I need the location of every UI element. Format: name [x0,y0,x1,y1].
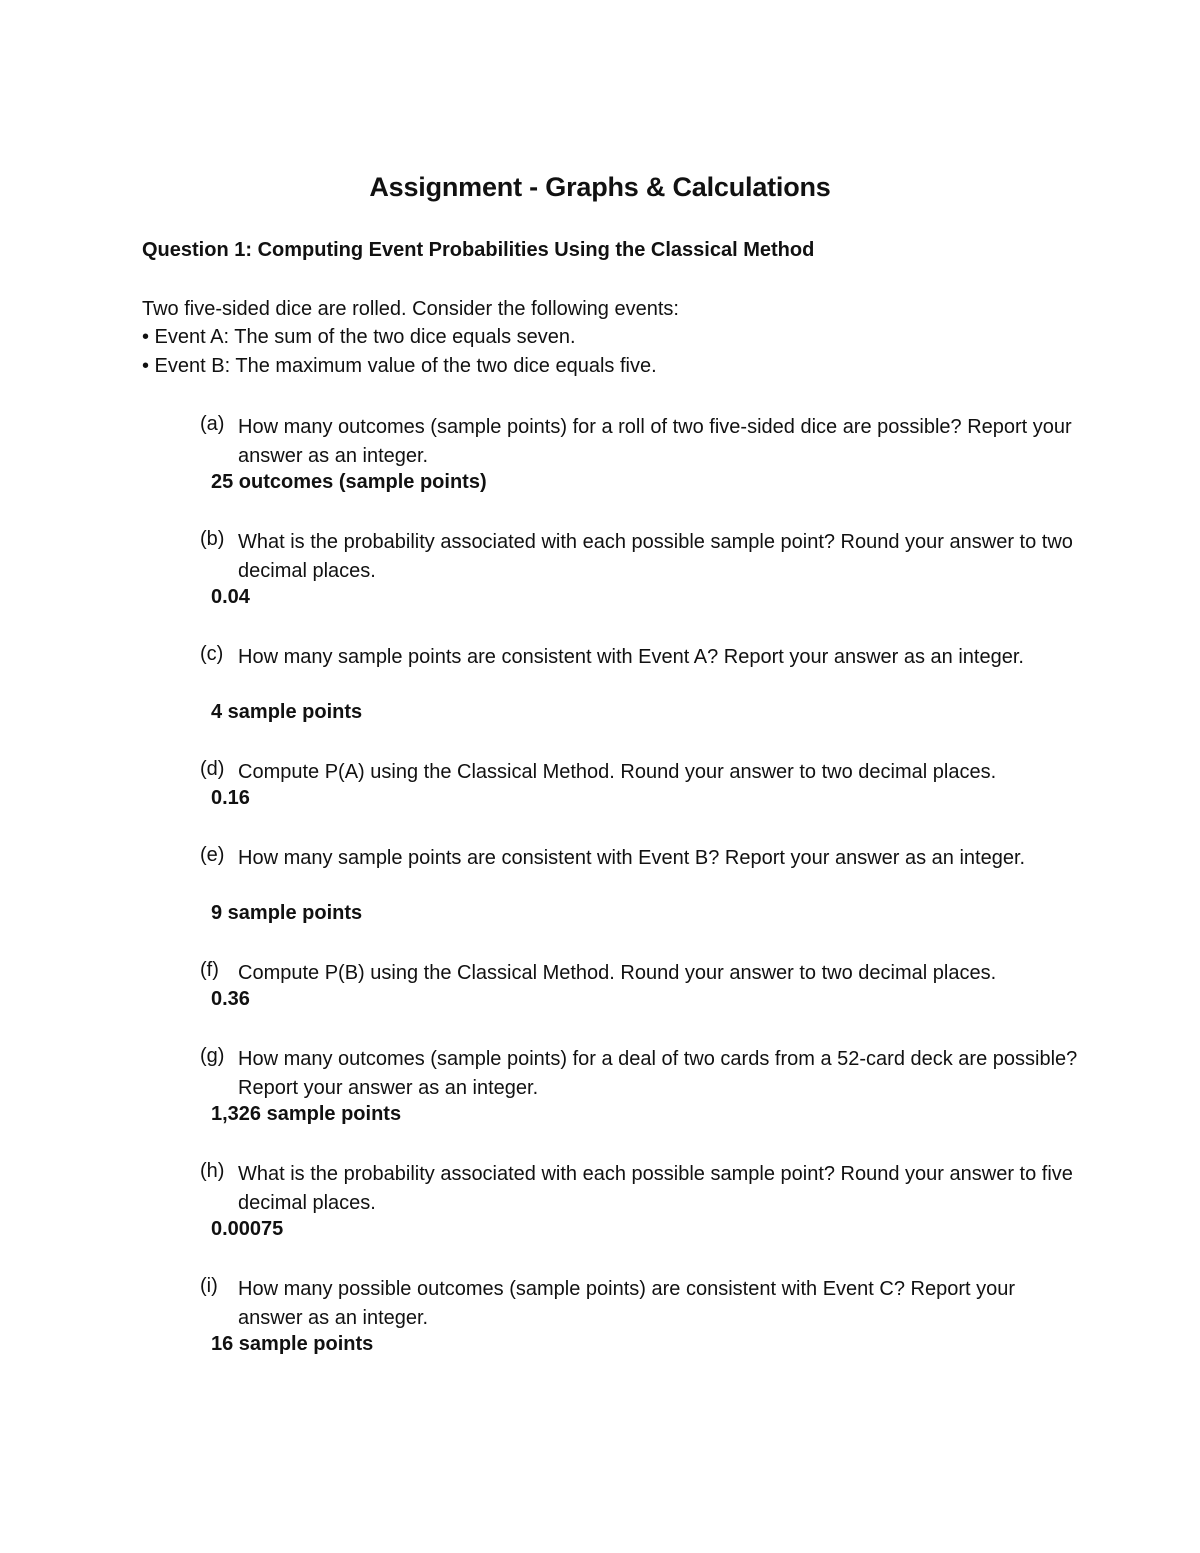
intro-line: Two five-sided dice are rolled. Consider the following events: [142,298,679,320]
event-b-description: • Event B: The maximum value of the two dice equals five. [142,355,657,377]
part-letter: (b) [200,528,225,550]
part-question: Compute P(B) using the Classical Method. Round your answer to two decimal places. [238,962,997,984]
part-answer: 0.04 [211,586,250,608]
part-question: How many outcomes (sample points) for a deal of two cards from a 52-card deck are possible? Report your answer as an integer. [238,1048,1078,1099]
part-letter: (f) [200,959,219,981]
part-question: Compute P(A) using the Classical Method. Round your answer to two decimal places. [238,761,997,783]
part-letter: (i) [200,1275,218,1297]
part-answer: 4 sample points [211,701,363,723]
part-answer: 0.00075 [211,1218,284,1240]
part-question: What is the probability associated with each possible sample point? Round your answer to five decimal places. [238,1163,1073,1214]
part-question: How many outcomes (sample points) for a roll of two five-sided dice are possible? Report your answer as an integer. [238,416,1072,467]
page-title: Assignment - Graphs & Calculations [369,172,831,202]
part-answer: 16 sample points [211,1333,374,1355]
part-question: What is the probability associated with each possible sample point? Round your answer to two decimal places. [238,531,1073,582]
part-answer: 25 outcomes (sample points) [211,471,487,493]
part-question: How many sample points are consistent with Event B? Report your answer as an integer. [238,847,1026,869]
part-answer: 9 sample points [211,902,363,924]
part-letter: (h) [200,1160,225,1182]
part-answer: 0.16 [211,787,250,809]
part-letter: (c) [200,643,224,665]
part-question: How many sample points are consistent with Event A? Report your answer as an integer. [238,646,1024,668]
event-a-description: • Event A: The sum of the two dice equals seven. [142,326,576,348]
part-letter: (g) [200,1045,225,1067]
part-letter: (a) [200,413,225,435]
part-answer: 0.36 [211,988,250,1010]
part-letter: (e) [200,844,225,866]
question-heading: Question 1: Computing Event Probabilities Using the Classical Method [142,239,815,261]
part-letter: (d) [200,758,225,780]
part-question: How many possible outcomes (sample points) are consistent with Event C? Report your answer as an integer. [238,1278,1016,1329]
part-answer: 1,326 sample points [211,1103,402,1125]
